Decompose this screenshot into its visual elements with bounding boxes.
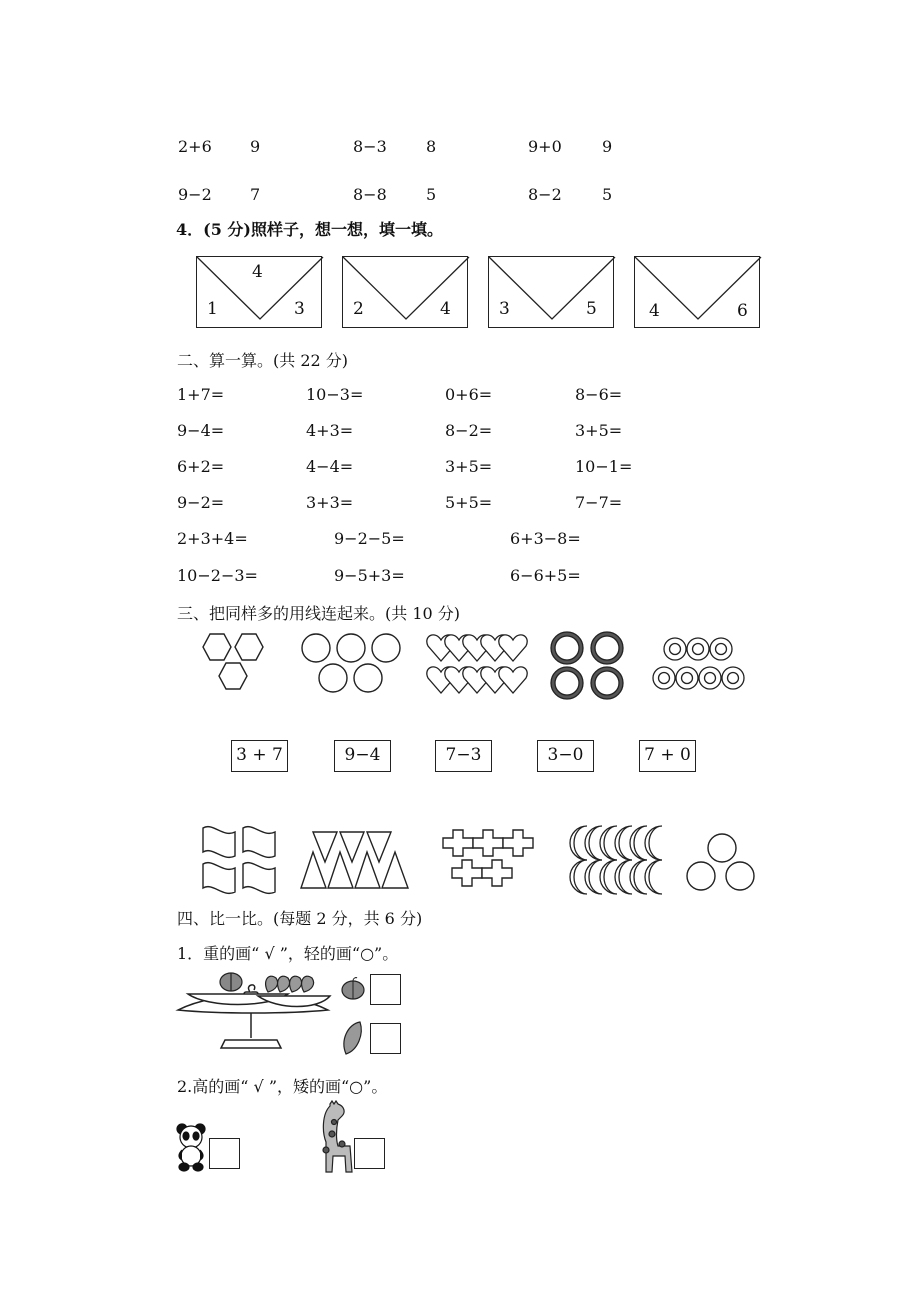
ring-group <box>653 638 744 689</box>
calc-item: 9−2= <box>177 493 225 512</box>
q3-r2-num2: 5 <box>426 185 437 204</box>
cross-group <box>443 830 533 886</box>
circle-group <box>302 634 400 692</box>
calc-item: 5+5= <box>445 493 493 512</box>
q3-r2-expr1: 9−2 <box>178 185 212 204</box>
envelope-top-number: 4 <box>252 262 263 282</box>
leaf-icon <box>342 1020 364 1056</box>
answer-box-panda[interactable] <box>209 1138 240 1169</box>
q2-instruction: 2.高的画“ √ ”，矮的画“○”。 <box>177 1077 388 1096</box>
calc-item: 10−2−3= <box>177 566 258 585</box>
envelope-example <box>196 256 322 328</box>
calc-item: 2+3+4= <box>177 529 248 548</box>
answer-box-giraffe[interactable] <box>354 1138 385 1169</box>
top-picture-groups <box>195 628 775 698</box>
envelope-right-number: 3 <box>294 299 305 319</box>
q4-title: 4．(5 分)照样子，想一想，填一填。 <box>176 220 443 239</box>
envelope-right-number: 4 <box>440 299 451 319</box>
envelope-3 <box>488 256 614 328</box>
q1-instruction: 1．重的画“ √ ”，轻的画“○”。 <box>177 944 399 963</box>
q3-r2-expr2: 8−8 <box>353 185 387 204</box>
calc-item: 4−4= <box>306 457 354 476</box>
calc-item: 0+6= <box>445 385 493 404</box>
q3-r1-num2: 8 <box>426 137 437 156</box>
section-2-title: 二、算一算。(共 22 分) <box>177 351 349 370</box>
calc-item: 6−6+5= <box>510 566 581 585</box>
q3-r1-expr3: 9+0 <box>528 137 562 156</box>
calc-item: 3+3= <box>306 493 354 512</box>
section-4-title: 四、比一比。(每题 2 分，共 6 分) <box>177 909 423 928</box>
circle-trio-group <box>687 834 754 890</box>
pumpkin-icon <box>220 973 242 991</box>
calc-item: 4+3= <box>306 421 354 440</box>
envelope-left-number: 2 <box>353 299 364 319</box>
calc-item: 8−6= <box>575 385 623 404</box>
q3-r1-num1: 9 <box>250 137 261 156</box>
envelope-left-number: 1 <box>207 299 218 319</box>
q3-r2-num1: 7 <box>250 185 261 204</box>
hexagon-group <box>203 634 263 689</box>
giraffe-icon <box>306 1100 356 1172</box>
bottom-picture-groups <box>195 824 770 896</box>
calc-item: 9−4= <box>177 421 225 440</box>
envelope-right-number: 5 <box>586 299 597 319</box>
flag-group <box>203 827 275 894</box>
heart-group <box>427 635 527 693</box>
q3-r2-expr3: 8−2 <box>528 185 562 204</box>
q3-r2-num3: 5 <box>602 185 613 204</box>
expression-box[interactable]: 3 + 7 <box>231 740 288 772</box>
calc-item: 7−7= <box>575 493 623 512</box>
calc-item: 9−5+3= <box>334 566 405 585</box>
calc-item: 6+3−8= <box>510 529 581 548</box>
expression-box[interactable]: 7−3 <box>435 740 492 772</box>
expression-box[interactable]: 7 + 0 <box>639 740 696 772</box>
triangle-group <box>301 832 408 888</box>
calc-item: 3+5= <box>575 421 623 440</box>
pumpkin-icon <box>340 976 366 1002</box>
q3-r1-expr1: 2+6 <box>178 137 212 156</box>
q3-r1-num3: 9 <box>602 137 613 156</box>
envelope-4 <box>634 256 760 328</box>
calc-item: 8−2= <box>445 421 493 440</box>
answer-box-leaf[interactable] <box>370 1023 401 1054</box>
envelope-left-number: 4 <box>649 301 660 321</box>
envelope-left-number: 3 <box>499 299 510 319</box>
calc-item: 3+5= <box>445 457 493 476</box>
section-3-title: 三、把同样多的用线连起来。(共 10 分) <box>177 604 461 623</box>
envelope-right-number: 6 <box>737 301 748 321</box>
calc-item: 6+2= <box>177 457 225 476</box>
calc-item: 10−3= <box>306 385 364 404</box>
leaves-icon <box>266 976 314 992</box>
expression-box[interactable]: 3−0 <box>537 740 594 772</box>
expression-box[interactable]: 9−4 <box>334 740 391 772</box>
answer-box-pumpkin[interactable] <box>370 974 401 1005</box>
calc-item: 9−2−5= <box>334 529 405 548</box>
flower-group <box>551 632 623 699</box>
calc-item: 10−1= <box>575 457 633 476</box>
panda-icon <box>174 1122 208 1172</box>
crescent-group <box>570 826 662 894</box>
envelope-2 <box>342 256 468 328</box>
q3-r1-expr2: 8−3 <box>353 137 387 156</box>
calc-item: 1+7= <box>177 385 225 404</box>
balance-scale-image <box>176 970 336 1060</box>
